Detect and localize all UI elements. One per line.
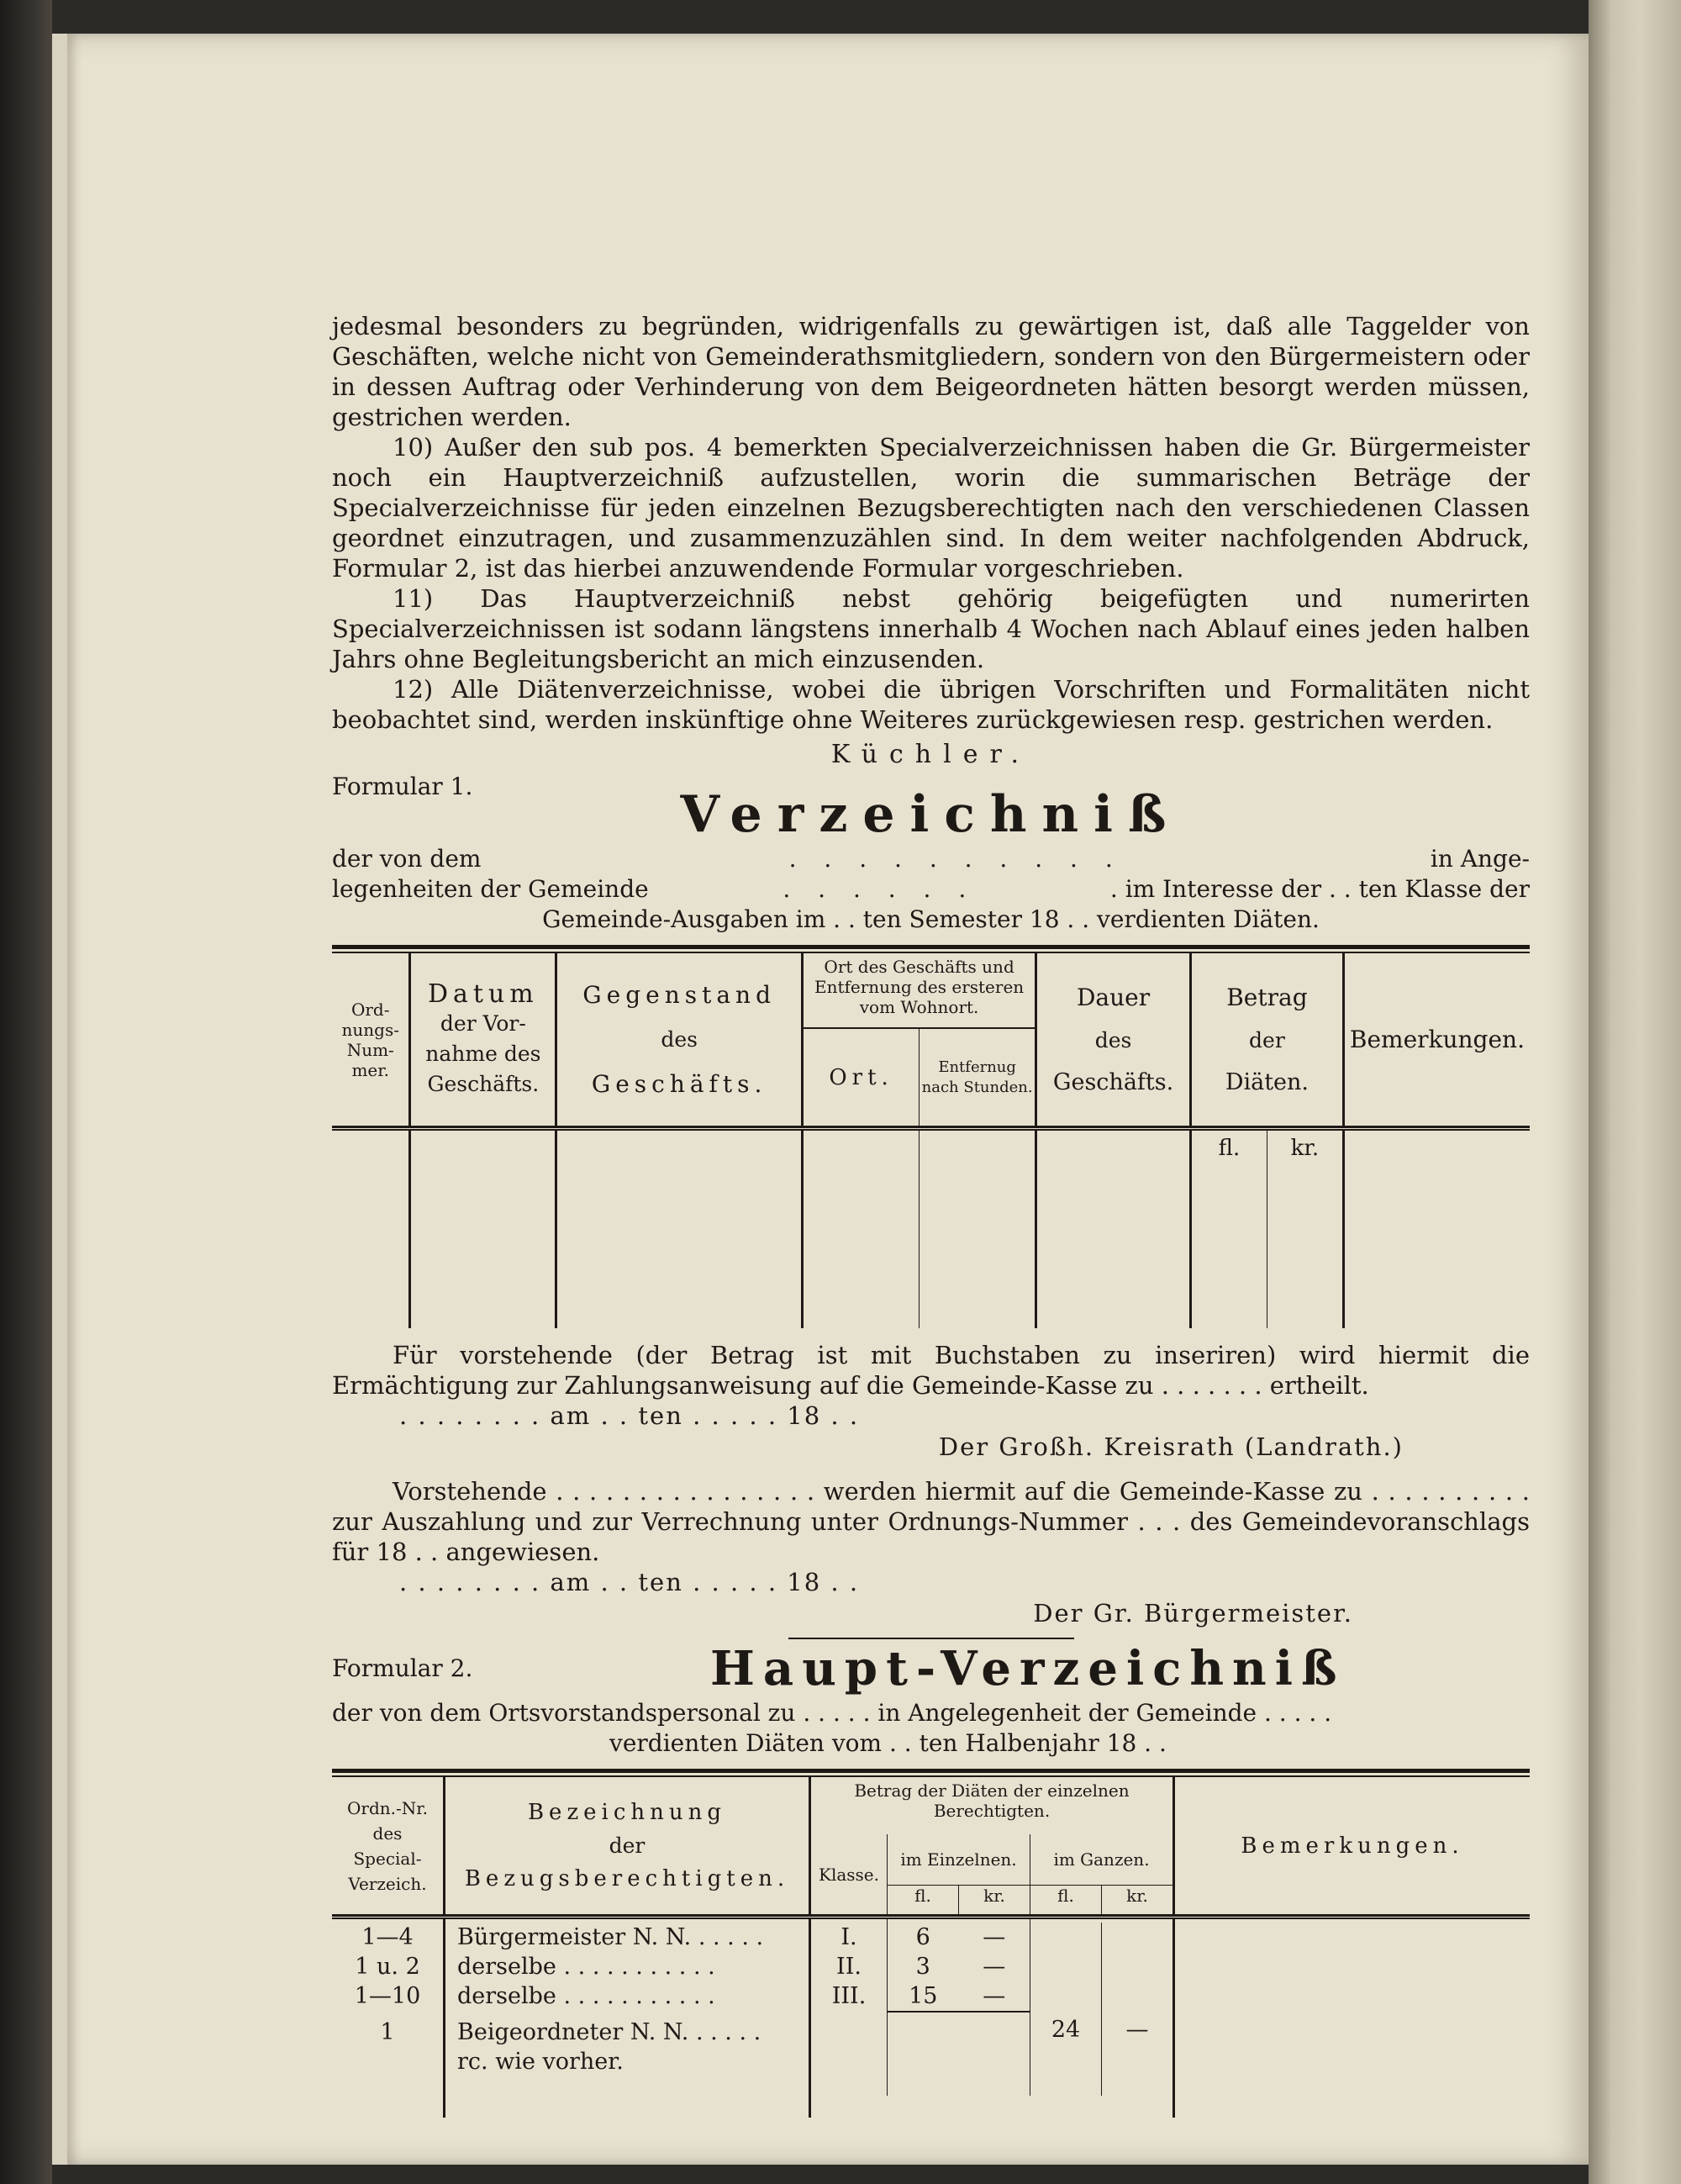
t2-col-nr	[332, 1919, 445, 2118]
formular1-label: Formular 1.	[332, 773, 473, 800]
book-page-edges	[1589, 0, 1681, 2184]
intro1-right: in Ange-	[1430, 845, 1530, 873]
formular2-header	[332, 1639, 1530, 1698]
formular1-title: Verzeichniß	[680, 785, 1182, 844]
signature: Küchler.	[830, 740, 1031, 769]
th-gegenstand-b: des	[661, 1027, 698, 1052]
t2-col-einzeln	[888, 1919, 1030, 2096]
authorization-text-2: Vorstehende . . . . . . . . . . . . . . . . werden hiermit auf die Gemeinde-Kasse zu . . . . . . . . . . zur Auszahlung und zur Verrechnung unter Ordnungs-Nummer . . . des Gemeindevoranschlags für 18 . . angewiesen.	[332, 1477, 1530, 1566]
td-betrag-fl: fl.	[1192, 1131, 1267, 1328]
t2-th-bez	[445, 1777, 810, 1914]
table1-top-rule	[332, 945, 1530, 953]
t2-row1-fl: 6	[915, 1924, 930, 1950]
td-bemerkungen	[1343, 1131, 1530, 1328]
t2-row2-kr: —	[983, 1954, 1006, 1980]
t2-col-ganz-fl	[1030, 1923, 1102, 2096]
th-dauer-b: des	[1094, 1028, 1132, 1052]
th-ort-group-label: Ort des Geschäfts und Entfernung des ersteren vom Wohnort.	[814, 957, 1025, 1017]
th-betrag-b: der	[1249, 1028, 1285, 1052]
t2-row4-name: Beigeordneter N. N. . . . . .	[457, 2019, 761, 2045]
td-betrag-kr: kr.	[1290, 1136, 1320, 1161]
td-dauer	[1036, 1131, 1191, 1328]
formular2-intro-line1: der von dem Ortsvorstandspersonal zu . . . . . in Angelegenheit der Gemeinde . . . . .	[332, 1699, 1332, 1727]
th-gegenstand	[556, 953, 803, 1126]
t2-row2-nr: 1 u. 2	[355, 1954, 420, 1980]
table1-body-row	[332, 1131, 1530, 1328]
th-betrag-a: Betrag	[1226, 984, 1308, 1011]
td-gegenstand	[556, 1131, 803, 1328]
t2-row3-fl: 15	[888, 1981, 959, 2013]
paragraph-continuation: jedesmal besonders zu begründen, widrigenfalls zu gewärtigen ist, daß alle Taggelder von Geschäften, welche nicht von Gemeinderathsmitgliedern, sondern von den Bürgermeistern oder in dessen Auftrag oder Verhinderung von dem Beigeordneten hätten besorgt werden müssen, gestrichen werden.	[332, 312, 1530, 431]
th-betrag-c: Diäten.	[1225, 1069, 1309, 1095]
td-ort	[803, 1131, 1036, 1328]
th-betrag	[1190, 953, 1343, 1126]
intro2-left: legenheiten der Gemeinde	[332, 875, 649, 903]
t2-th-bez-b: der	[609, 1833, 646, 1858]
t2-th-klasse: Klasse.	[811, 1834, 888, 1914]
authorization-signature-1: Der Großh. Kreisrath (Landrath.)	[938, 1432, 1404, 1461]
t2-row2-klasse: II.	[836, 1954, 862, 1980]
table2-top-rule	[332, 1769, 1530, 1777]
authorization-signature-2: Der Gr. Bürgermeister.	[1033, 1599, 1353, 1627]
t2-row3-nr: 1—10	[354, 1983, 421, 2009]
paragraph-12: 12) Alle Diätenverzeichnisse, wobei die übrigen Vorschriften und Formalitäten nicht beobachtet sind, werden inskünftige ohne Weiteres zurückgewiesen resp. gestrichen werden.	[332, 675, 1530, 734]
authorization-date-1: . . . . . . . . am . . ten . . . . . 18 . .	[399, 1401, 860, 1430]
th-ort: Ort.	[804, 1029, 920, 1126]
th-ort-group	[803, 953, 1036, 1126]
t2-row1-nr: 1—4	[361, 1924, 414, 1950]
t2-row1-name: Bürgermeister N. N. . . . . .	[457, 1924, 764, 1950]
td-betrag	[1190, 1131, 1343, 1328]
t2-row1-kr: —	[983, 1924, 1006, 1950]
t2-th-einzelnen-col	[888, 1834, 1030, 1914]
paragraph-10: 10) Außer den sub pos. 4 bemerkten Specialverzeichnissen haben die Gr. Bürgermeister noch ein Hauptverzeichniß aufzustellen, worin die summarischen Beträge der Specialverzeichnisse für jeden einzelnen Bezugsberechtigten nach den verschiedenen Classen geordnet einzutragen, und zusammenzuzählen sind. In dem weiter nachfolgenden Abdruck, Formular 2, ist das hierbei anzuwendende Formular vorgeschrieben.	[332, 433, 1530, 583]
t2-row2-name: derselbe . . . . . . . . . . .	[457, 1954, 715, 1980]
t2-total-fl: 24	[1051, 2017, 1081, 2043]
t2-th-bez-c: Bezugsberechtigten.	[464, 1866, 790, 1891]
t2-row2-fl: 3	[915, 1954, 930, 1980]
t2-th-betrag-label: Betrag der Diäten der einzelnen Berechtigten.	[854, 1780, 1130, 1821]
t2-row-extra: rc. wie vorher.	[457, 2049, 624, 2075]
t2-th-nr: Ordn.-Nr. des Special-Verzeich.	[332, 1777, 445, 1914]
page-content	[332, 311, 1530, 2118]
t2-th-einzelnen: im Einzelnen.	[900, 1849, 1017, 1870]
t2-total-kr: —	[1125, 2017, 1149, 2043]
table1-header-row	[332, 953, 1530, 1126]
t2-row3-name: derselbe . . . . . . . . . . .	[457, 1983, 715, 2009]
th-gegenstand-a: Gegenstand	[582, 981, 777, 1009]
intro1-left: der von dem	[332, 845, 482, 873]
th-dauer-c: Geschäfts.	[1052, 1069, 1174, 1095]
table2-body	[332, 1919, 1530, 2118]
th-gegenstand-c: Geschäfts.	[591, 1070, 767, 1098]
intro2-right: . im Interesse der . . ten Klasse der	[1109, 875, 1530, 903]
th-entfernung: Entfernug nach Stunden.	[921, 1058, 1033, 1096]
formular1-intro-line2	[332, 874, 1530, 905]
t2-col-ganz	[1030, 1919, 1172, 2096]
t2-th-ganz-fl: fl.	[1030, 1886, 1102, 1914]
t2-col-einzeln-fl	[888, 1923, 959, 2096]
th-dauer	[1036, 953, 1191, 1126]
td-datum	[410, 1131, 556, 1328]
t2-th-bemerkungen: Bemerkungen.	[1241, 1833, 1464, 1859]
t2-col-einzeln-kr	[959, 1923, 1030, 2096]
t2-col-bemerkungen	[1174, 1919, 1531, 2118]
td-nr	[332, 1131, 410, 1328]
intro2-dots: . . . . . .	[783, 875, 977, 903]
formular1-table	[332, 953, 1530, 1328]
formular2-label: Formular 2.	[332, 1654, 473, 1682]
formular2-table	[332, 1777, 1530, 2118]
t2-th-ganzen: im Ganzen.	[1053, 1849, 1150, 1870]
book-page	[52, 34, 1589, 2165]
formular2-title: Haupt-Verzeichniß	[710, 1641, 1346, 1696]
t2-th-ganzen-col	[1030, 1834, 1172, 1914]
formular2-intro-line2: verdienten Diäten vom . . ten Halbenjahr 18 . .	[609, 1729, 1167, 1757]
th-nr: Ord-nungs-Num-mer.	[332, 953, 410, 1126]
t2-col-betrag	[810, 1919, 1174, 2118]
t2-col-ganz-kr	[1102, 1923, 1172, 2096]
th-ort-subcols	[804, 1029, 1035, 1126]
book-cover-edge	[0, 0, 52, 2184]
intro1-dots: . . . . . . . . . .	[788, 845, 1123, 873]
t2-th-einzeln-fl: fl.	[888, 1886, 959, 1914]
t2-col-name	[445, 1919, 810, 2118]
th-datum-b: der Vor-nahme des Geschäfts.	[425, 1011, 541, 1096]
th-dauer-a: Dauer	[1076, 984, 1151, 1011]
t2-th-betrag-subcols	[811, 1834, 1172, 1914]
formular1-intro-line3: Gemeinde-Ausgaben im . . ten Semester 18 . . verdienten Diäten.	[542, 905, 1320, 933]
t2-row3-klasse: III.	[831, 1983, 867, 2009]
t2-th-bez-a: Bezeichnung	[527, 1800, 727, 1825]
th-bemerkungen: Bemerkungen.	[1349, 1026, 1525, 1053]
formular1-intro-line1	[332, 844, 1530, 874]
t2-row3-kr: —	[959, 1981, 1030, 2013]
t2-row1-klasse: I.	[840, 1924, 857, 1950]
t2-row4-nr: 1	[380, 2019, 395, 2045]
authorization-date-2: . . . . . . . . am . . ten . . . . . 18 . .	[399, 1568, 860, 1596]
t2-th-betrag-group	[810, 1777, 1174, 1914]
th-datum	[410, 953, 556, 1126]
th-datum-a: Datum	[427, 979, 539, 1009]
t2-col-klasse	[811, 1919, 888, 2096]
authorization-text-1: Für vorstehende (der Betrag ist mit Buchstaben zu inseriren) wird hiermit die Ermächtigung zur Zahlungsanweisung auf die Gemeinde-Kasse zu . . . . . . . ertheilt.	[332, 1341, 1530, 1400]
t2-th-ganz-kr: kr.	[1126, 1886, 1148, 1906]
table2-header-row	[332, 1777, 1530, 1914]
paragraph-11: 11) Das Hauptverzeichniß nebst gehörig beigefügten und numerirten Specialverzeichnissen ist sodann längstens innerhalb 4 Wochen nach Ablauf eines jeden halben Jahrs ohne Begleitungsbericht an mich einzusenden.	[332, 584, 1530, 673]
t2-th-einzeln-kr: kr.	[983, 1886, 1005, 1906]
